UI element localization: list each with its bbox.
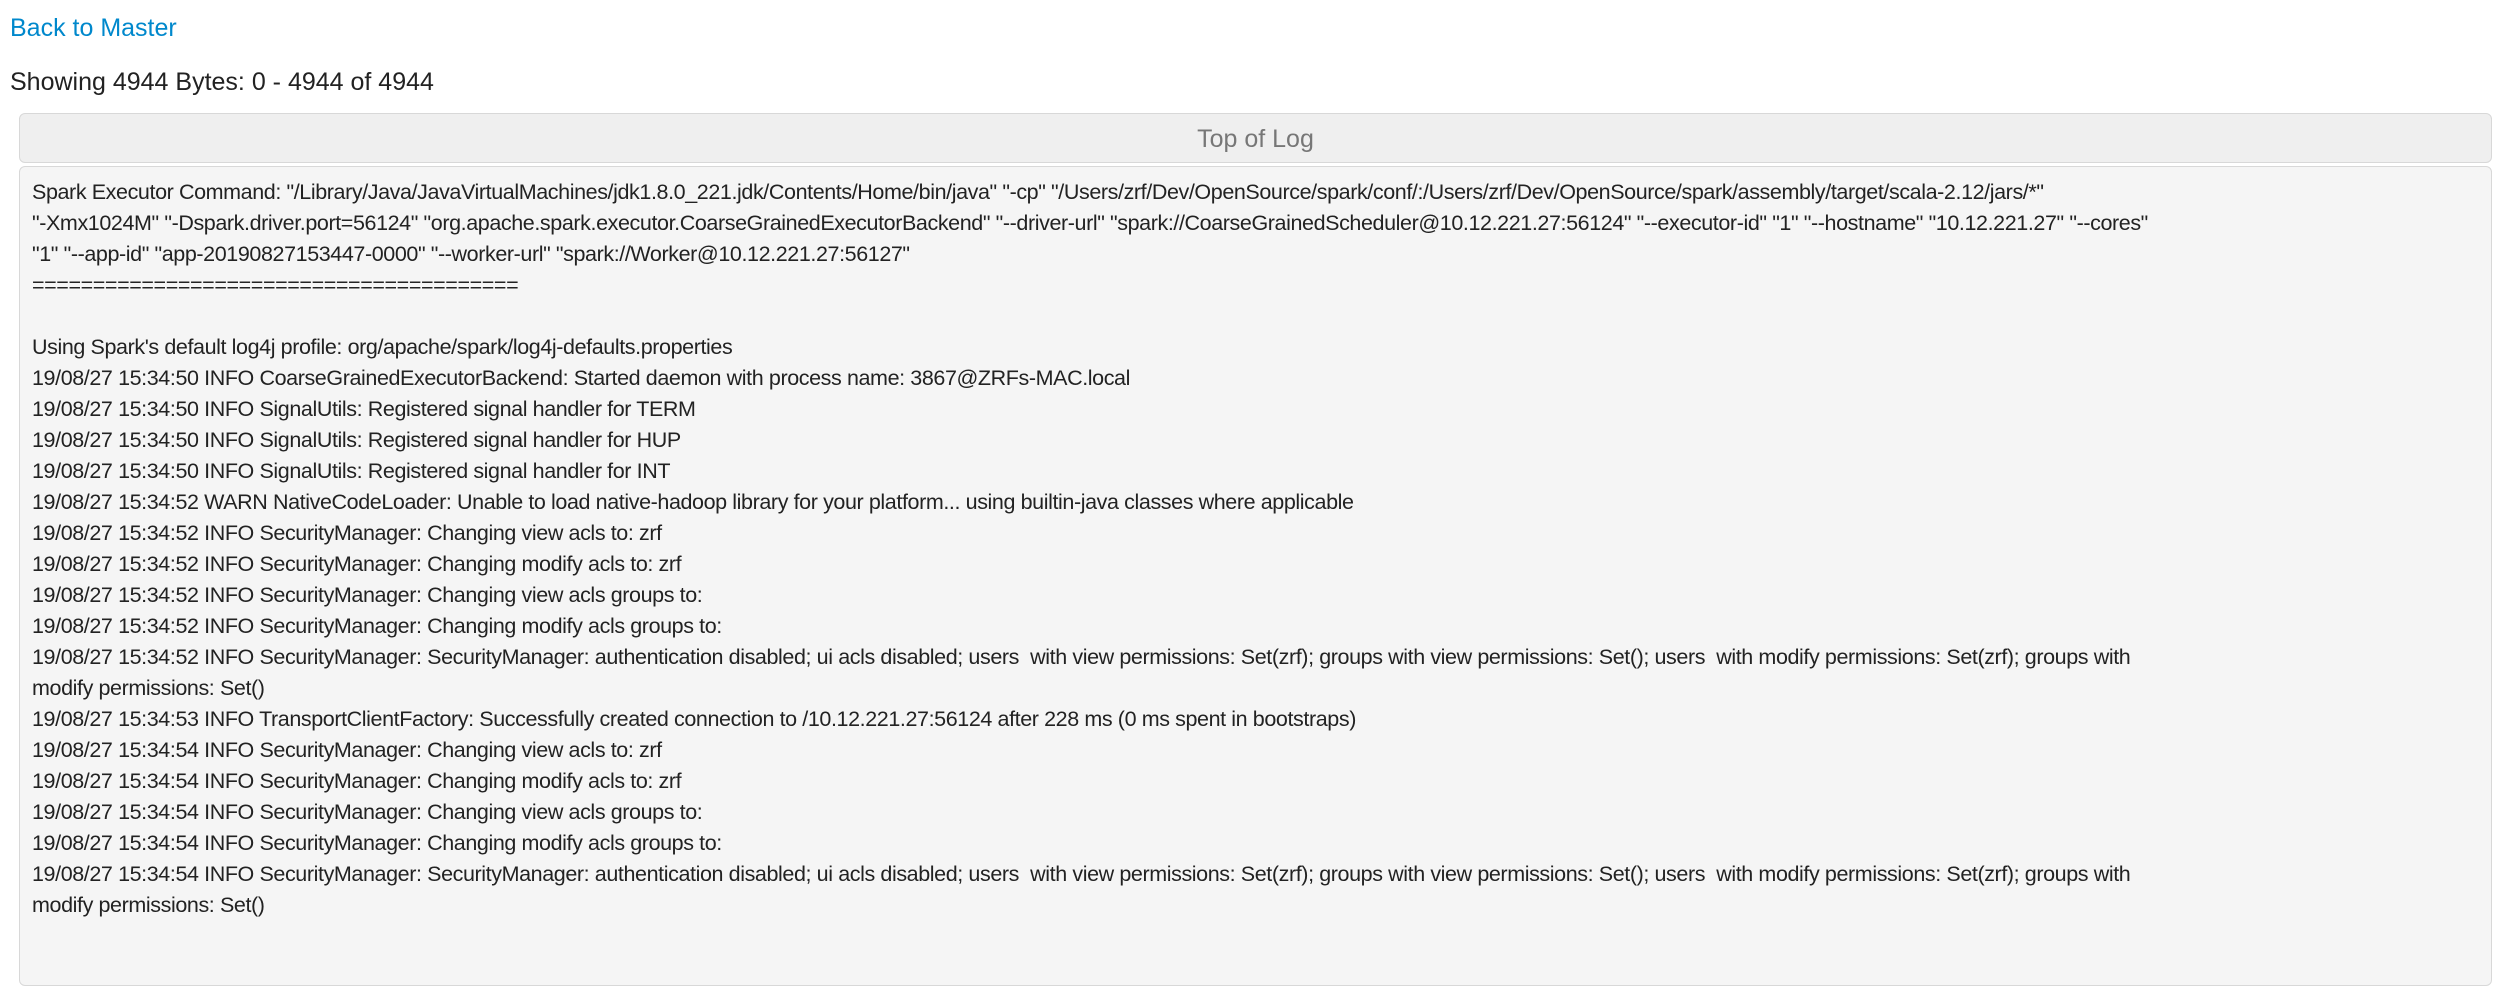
- log-line: 19/08/27 15:34:52 INFO SecurityManager: Changing modify acls groups to:: [32, 614, 722, 638]
- log-line: Using Spark's default log4j profile: org/apache/spark/log4j-defaults.properties: [32, 335, 733, 359]
- log-line: 19/08/27 15:34:54 INFO SecurityManager: SecurityManager: authentication disabled; ui acls disabled; users with view permissions: Set(zrf); groups with view permissions: Set(); users with modify permissions: Set(zrf); groups with modify permissions: Set(): [32, 862, 2131, 917]
- log-line: 19/08/27 15:34:54 INFO SecurityManager: Changing modify acls groups to:: [32, 831, 722, 855]
- log-line: 19/08/27 15:34:52 INFO SecurityManager: Changing view acls to: zrf: [32, 521, 662, 545]
- log-line: 19/08/27 15:34:52 WARN NativeCodeLoader: Unable to load native-hadoop library for your platform... using builtin-java classes where applicable: [32, 490, 1354, 514]
- log-line: [32, 301, 2442, 332]
- log-line: 19/08/27 15:34:50 INFO SignalUtils: Registered signal handler for TERM: [32, 397, 696, 421]
- log-line: 19/08/27 15:34:54 INFO SecurityManager: Changing view acls groups to:: [32, 800, 703, 824]
- log-line: Spark Executor Command: "/Library/Java/JavaVirtualMachines/jdk1.8.0_221.jdk/Contents/Home/bin/java" "-cp" "/Users/zrf/Dev/OpenSource/spark/conf/:/Users/zrf/Dev/OpenSource/spark/assembly/target/scala-2.12/jars/*" "-Xmx1024M" "-Dspark.driver.port=56124" "org.apache.spark.executor.CoarseGrainedExecutorBackend" "--driver-url" "spark://CoarseGrainedScheduler@10.12.221.27:56124" "--executor-id" "1" "--hostname" "10.12.221.27" "--cores" "1" "--app-id" "app-20190827153447-0000" "--worker-url" "spark://Worker@10.12.221.27:56127": [32, 180, 2148, 266]
- log-line: 19/08/27 15:34:54 INFO SecurityManager: Changing modify acls to: zrf: [32, 769, 682, 793]
- log-line: ========================================: [32, 273, 519, 297]
- log-line: 19/08/27 15:34:52 INFO SecurityManager: SecurityManager: authentication disabled; ui acls disabled; users with view permissions: Set(zrf); groups with view permissions: Set(); users with modify permissions: Set(zrf); groups with modify permissions: Set(): [32, 645, 2131, 700]
- log-line: 19/08/27 15:34:50 INFO SignalUtils: Registered signal handler for INT: [32, 459, 671, 483]
- byte-range-status: Showing 4944 Bytes: 0 - 4944 of 4944: [10, 68, 434, 96]
- top-of-log-button[interactable]: Top of Log: [19, 113, 2492, 163]
- log-line: 19/08/27 15:34:53 INFO TransportClientFactory: Successfully created connection to /10.12.221.27:56124 after 228 ms (0 ms spent in bootstraps): [32, 707, 1356, 731]
- log-content[interactable]: [19, 166, 2492, 986]
- log-line: 19/08/27 15:34:52 INFO SecurityManager: Changing view acls groups to:: [32, 583, 703, 607]
- log-line: 19/08/27 15:34:50 INFO SignalUtils: Registered signal handler for HUP: [32, 428, 681, 452]
- log-line: 19/08/27 15:34:52 INFO SecurityManager: Changing modify acls to: zrf: [32, 552, 682, 576]
- log-line: 19/08/27 15:34:50 INFO CoarseGrainedExecutorBackend: Started daemon with process name: 3867@ZRFs-MAC.local: [32, 366, 1130, 390]
- log-line: 19/08/27 15:34:54 INFO SecurityManager: Changing view acls to: zrf: [32, 738, 662, 762]
- back-to-master-link[interactable]: Back to Master: [10, 14, 177, 42]
